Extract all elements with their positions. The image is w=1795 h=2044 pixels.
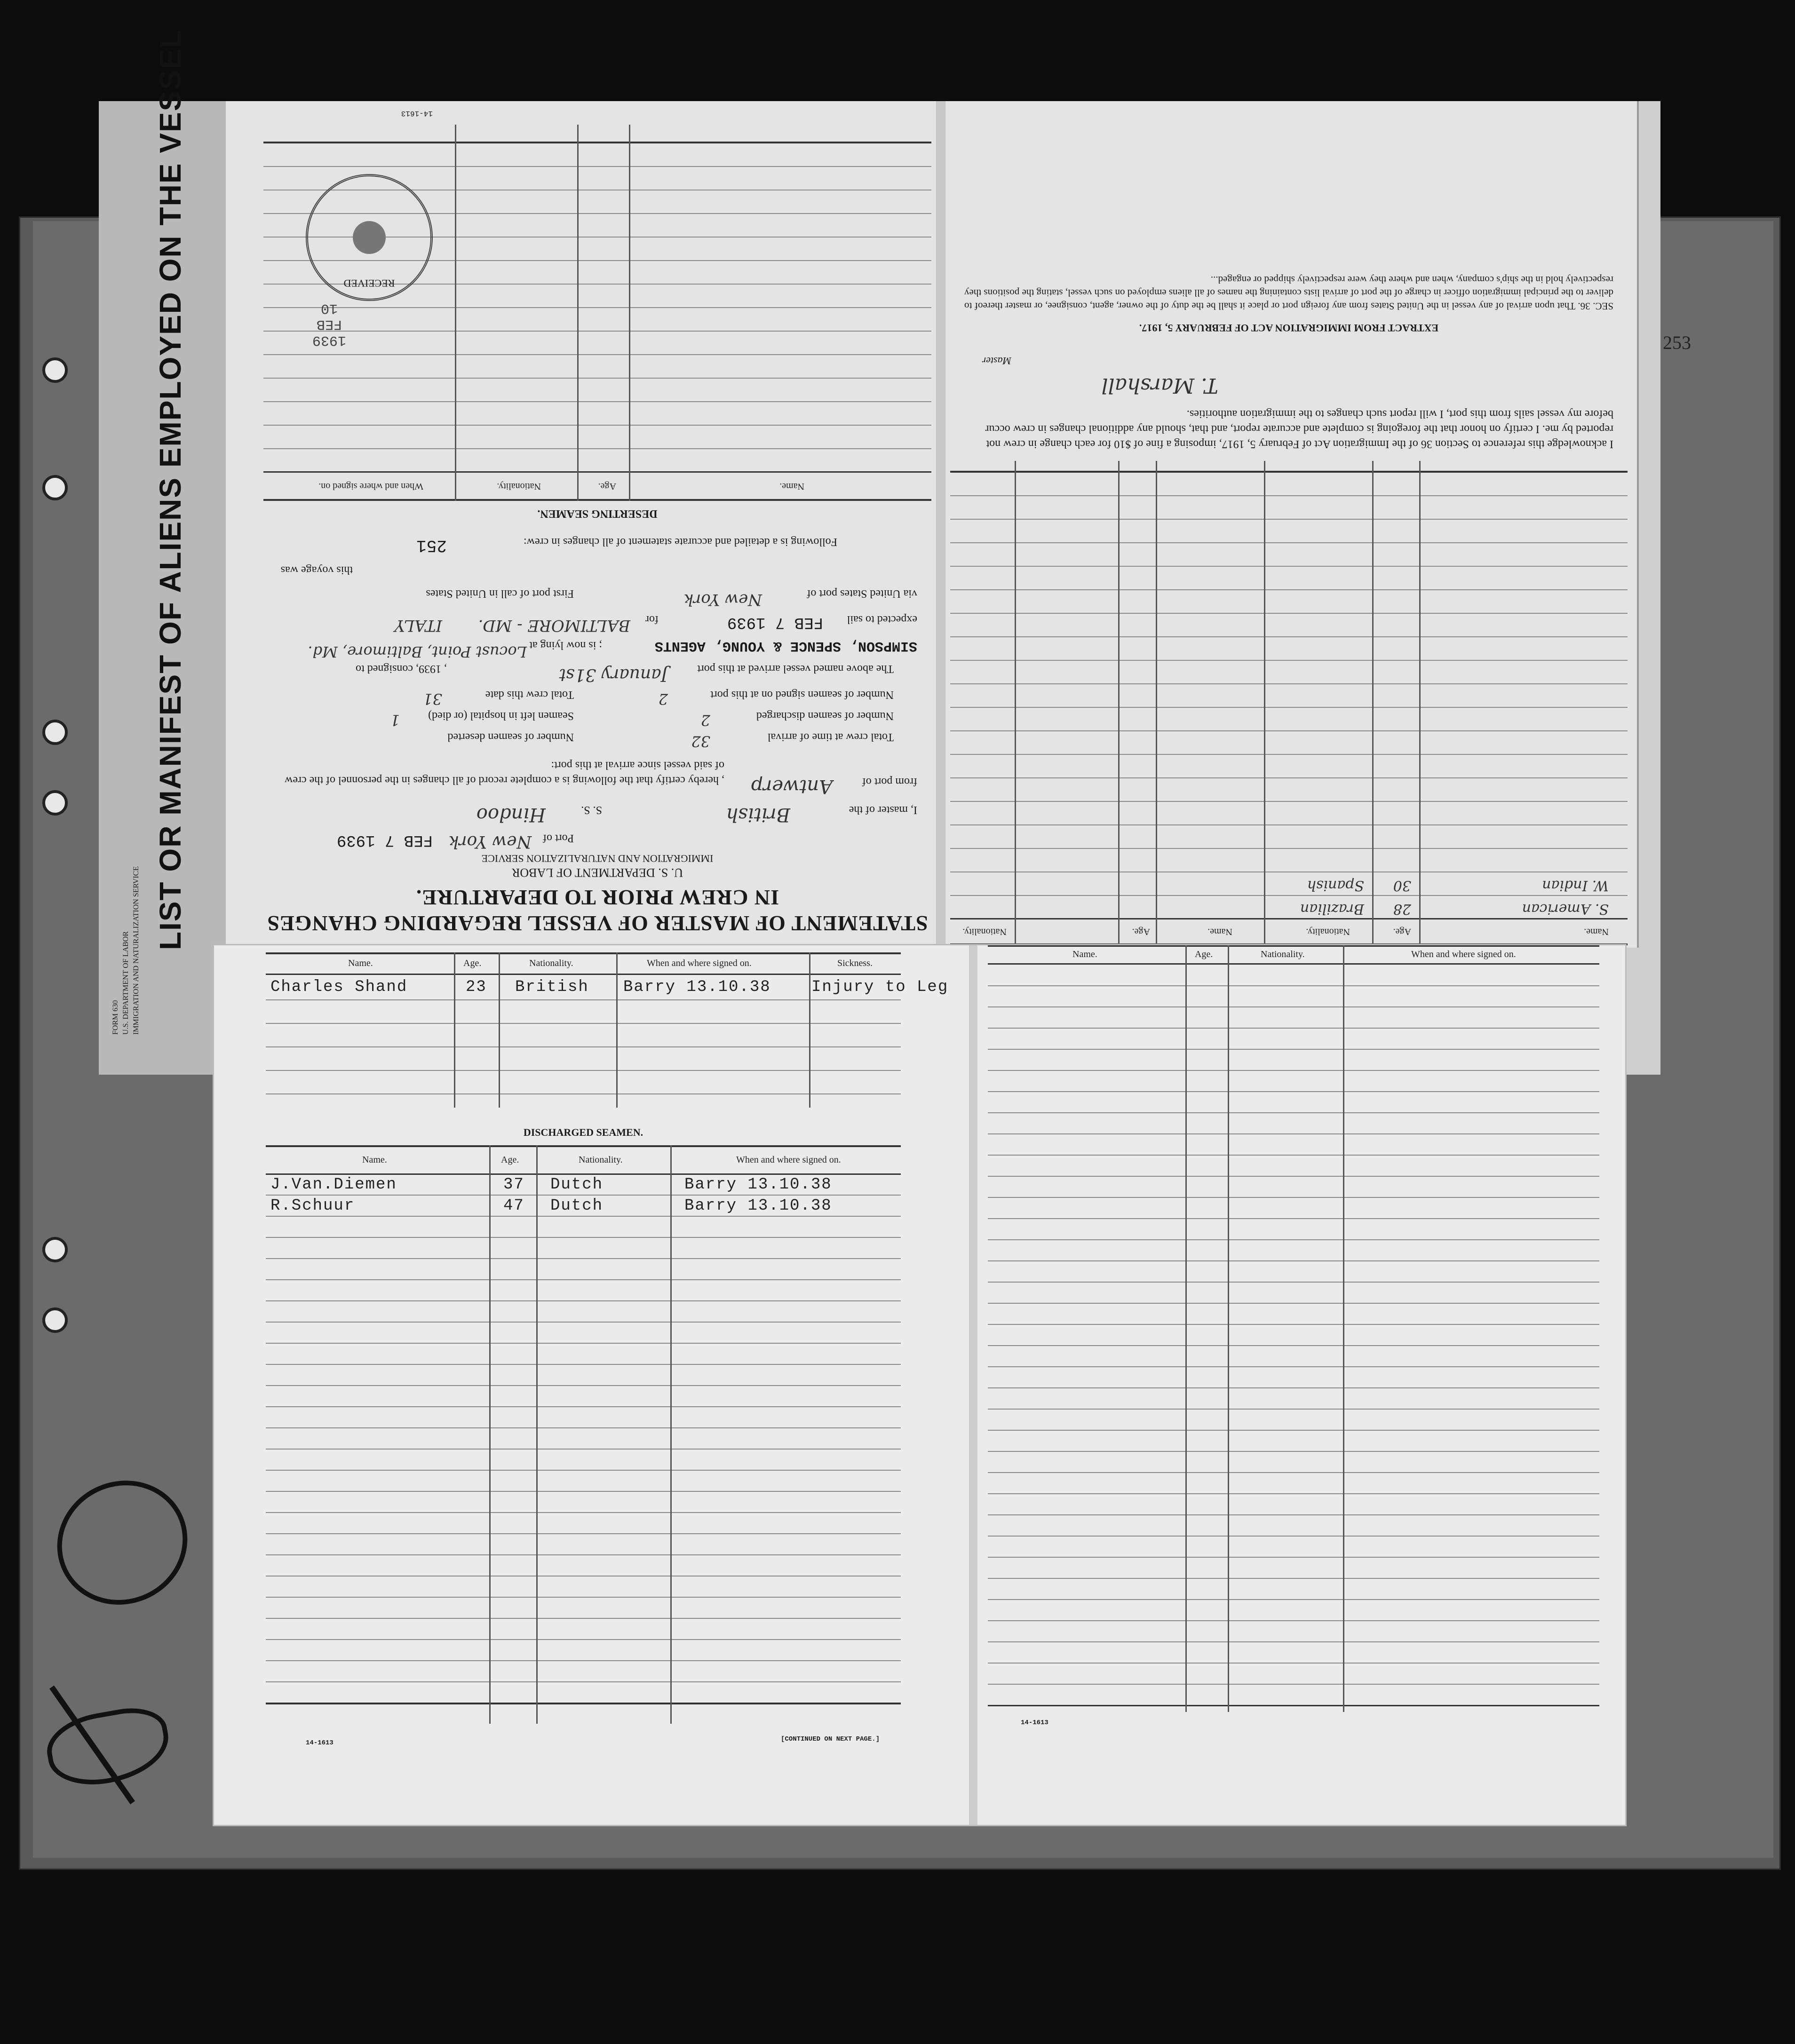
master-signature: T. Marshall (1101, 373, 1218, 397)
hospital-value: 1 (390, 711, 400, 729)
certify-text: , hereby certify that the following is a complete record of all changes in the personnel of the crew of said vessel since arrival at this port: (285, 759, 724, 786)
row-nationality: Brazilian (1300, 901, 1364, 917)
first-port-text: First port of call in United States (426, 587, 574, 600)
discharged-table (266, 1145, 901, 1724)
col-header-nationality-2: Nationality. (962, 927, 1007, 937)
stamp-year: 1939 (312, 332, 347, 348)
arrived-value: January 31st (559, 665, 668, 684)
row-age: 28 (1393, 901, 1411, 917)
form-stub-line: FORM 630 (111, 1000, 119, 1035)
discharged-heading: DISCHARGED SEAMEN. (523, 1126, 643, 1138)
ss-label: S. S. (581, 804, 602, 816)
row-nationality: Dutch (550, 1197, 604, 1215)
col-header-nationality: Nationality. (529, 958, 573, 968)
row-name: Charles Shand (270, 978, 408, 996)
lying-text: ; is now lying at (529, 639, 602, 651)
col-header-nationality: Nationality. (1306, 927, 1350, 937)
row-nationality-extra: S. American (1522, 901, 1609, 917)
form-stub-line: U.S. DEPARTMENT OF LABOR (122, 931, 130, 1035)
row-age: 47 (503, 1197, 524, 1215)
col-header-nationality: Nationality. (497, 481, 541, 491)
col-header-nationality: Nationality. (579, 1155, 623, 1165)
acknowledge-text: I acknowledge this reference to Section 36 of the Immigration Act of February 5, 1917, imposing a fine of $10 for each change in crew not reported by me. I certify on honor that the foregoing is complete and accurate report, and that, should any additional changes in crew occur before my vessel sails from this port, I will report such changes to the immigration authorities. (985, 408, 1613, 450)
sheet-fold (936, 101, 945, 948)
following-text: Following is a detailed and accurate statement of all changes in crew: (523, 536, 837, 548)
agents-stamp: SIMPSON, SPENCE & YOUNG, AGENTS (654, 638, 917, 654)
statement-title-line2: IN CREW PRIOR TO DEPARTURE. (415, 886, 779, 910)
binder-hole (42, 720, 68, 745)
row-signed-on: Barry 13.10.38 (684, 1197, 832, 1215)
stamp-month: FEB (317, 316, 342, 332)
footer-form-number: 14-1613 (306, 1739, 334, 1747)
binder-hole (42, 790, 68, 816)
col-header-name: Name. (779, 481, 804, 491)
col-header-age: Age. (501, 1155, 519, 1165)
acknowledgement-panel (950, 108, 1628, 945)
row-name: J.Van.Diemen (270, 1176, 397, 1194)
lying-value: Locust Point, Baltimore, Md. (308, 643, 527, 661)
for-label: for (645, 613, 659, 626)
total-crew-value: 32 (691, 732, 710, 750)
col-header-when-where: When and where signed on. (736, 1155, 841, 1165)
row-signed-on: Barry 13.10.38 (684, 1176, 832, 1194)
hospital-table (266, 952, 949, 1108)
master-label: Master (982, 355, 1011, 367)
date-stamp: FEB 7 1939 (336, 831, 433, 849)
lower-right-table (988, 945, 1599, 1712)
expected-text: expected to sail (847, 613, 917, 626)
stamp-date (306, 292, 353, 348)
binder-hole (42, 475, 68, 500)
continued-note: [CONTINUED ON NEXT PAGE.] (781, 1735, 880, 1743)
count-value: 251 (416, 536, 447, 555)
row-nationality: British (515, 978, 589, 996)
extract-title: EXTRACT FROM IMMIGRATION ACT OF FEBRUARY 5, 1917. (1139, 322, 1439, 334)
col-header-when-where: When and where signed on. (1411, 949, 1516, 959)
stamp-day: 10 (321, 300, 338, 316)
col-header-name: Name. (348, 958, 373, 968)
row-nationality: Dutch (550, 1176, 604, 1194)
row-name: R.Schuur (270, 1197, 355, 1215)
hospital-label: Seamen left in hospital (or died) (428, 710, 574, 722)
received-stamp (306, 174, 433, 301)
arrived-text: The above named vessel arrived at this port (697, 663, 894, 675)
first-port-value: New York (683, 590, 762, 609)
form-stub-line: IMMIGRATION AND NATURALIZATION SERVICE (132, 866, 140, 1035)
total-now-value: 31 (423, 690, 442, 708)
row-nationality-extra: W. Indian (1542, 877, 1609, 894)
side-title-text: LIST OR MANIFEST OF ALIENS EMPLOYED ON THE VESSEL (153, 29, 187, 950)
col-header-age: Age. (1195, 949, 1213, 959)
statement-title-line1: STATEMENT OF MASTER OF VESSEL REGARDING CHANGES (267, 911, 928, 935)
total-crew-label: Total crew at time of arrival (767, 731, 894, 743)
col-header-name: Name. (1584, 927, 1609, 937)
from-port-label: from port of (862, 776, 917, 788)
col-header-nationality: Nationality. (1261, 949, 1305, 959)
form-number: 14-1613 (401, 109, 433, 118)
port-value: New York (448, 832, 532, 851)
row-signed-on: Barry 13.10.38 (623, 978, 771, 996)
binder-hole (42, 1307, 68, 1333)
section-36-text: SEC. 36. That upon arrival of any vessel in the United States from any foreign port or place it shall be the duty of the owner, agent, consignee, or master thereof to deliver to the principal immigration officer in charge of the port of arrival lists containing the names of all aliens employed on such vessel, stating the positions they respectively hold in the ship's company, when and where they were respectively shipped or engaged... (964, 274, 1613, 312)
discharged-value: 2 (700, 711, 710, 729)
vessel-value: Hindoo (476, 804, 546, 825)
col-header-age: Age. (598, 481, 616, 491)
deserting-heading: DESERTING SEAMEN. (537, 507, 658, 520)
col-header-age: Age. (1393, 927, 1411, 937)
total-now-label: Total crew this date (485, 689, 574, 701)
port-label: Port of (543, 832, 574, 844)
footer-form-number-right: 14-1613 (1021, 1719, 1048, 1727)
manifest-side-title (120, 29, 205, 978)
deserted-label: Number of seamen deserted (447, 731, 574, 743)
col-header-age: Age. (463, 958, 482, 968)
from-port-value: Antwerp (751, 776, 833, 797)
service-line: IMMIGRATION AND NATURALIZATION SERVICE (481, 853, 714, 864)
col-header-when-where: When and where signed on. (647, 958, 752, 968)
col-header-name: Name. (362, 1155, 387, 1165)
master-line: I, master of the (849, 804, 917, 816)
stamp-eagle-icon (353, 221, 386, 254)
page-number: 253 (1663, 332, 1691, 353)
expected-value: FEB 7 1939 (727, 613, 823, 631)
row-age: 37 (503, 1176, 524, 1194)
voyage-text: this voyage was (280, 564, 353, 576)
col-header-when-where: When and where signed on. (318, 481, 423, 491)
sheet-fold (969, 945, 977, 1825)
signed-on-label: Number of seamen signed on at this port (710, 689, 894, 701)
row-sickness: Injury to Leg (811, 978, 949, 996)
row-age: 23 (466, 978, 487, 996)
for-value-2: ITALY (394, 616, 442, 635)
signed-on-value: 2 (658, 690, 668, 708)
col-header-sickness: Sickness. (837, 958, 873, 968)
discharged-label: Number of seamen discharged (756, 710, 894, 722)
binder-hole (42, 357, 68, 383)
col-header-name: Name. (1072, 949, 1097, 959)
crew-changes-table (950, 461, 1628, 945)
row-nationality: Spanish (1307, 877, 1364, 894)
row-age: 30 (1393, 877, 1411, 894)
col-header-name-2: Name. (1207, 927, 1232, 937)
for-value: BALTIMORE - MD. (478, 616, 630, 635)
via-text: via United States port of (807, 587, 917, 600)
department-line: U. S. DEPARTMENT OF LABOR (512, 866, 683, 879)
stamp-label: RECEIVED (343, 277, 395, 289)
consigned-text: , 1939, consigned to (356, 663, 447, 675)
nationality-value: British (726, 804, 790, 825)
binder-hole (42, 1237, 68, 1262)
form-stub (111, 866, 140, 1039)
col-header-age-2: Age. (1132, 927, 1150, 937)
